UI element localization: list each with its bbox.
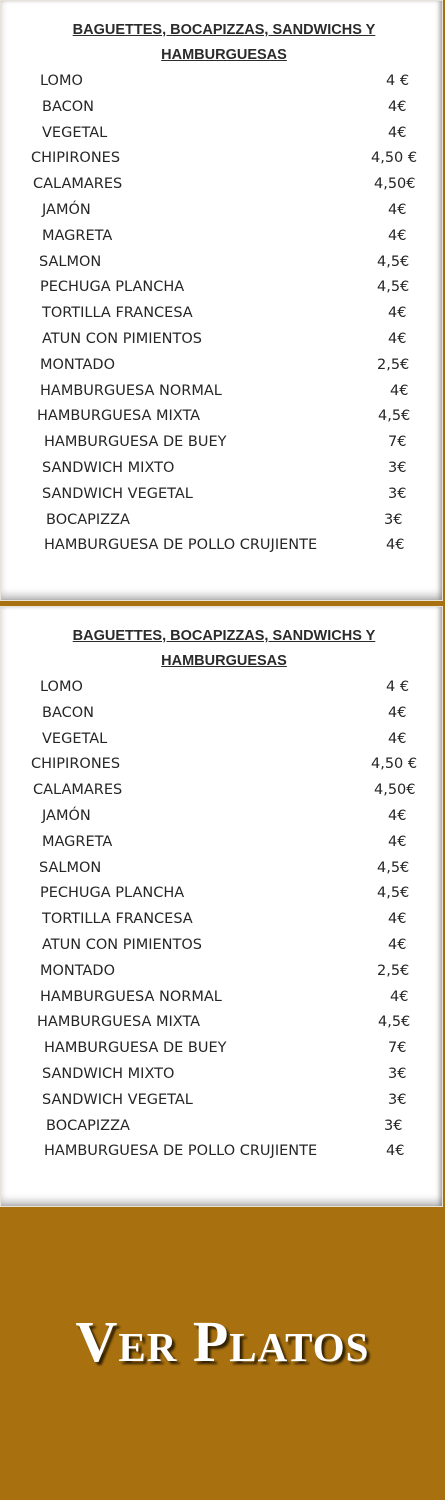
menu-title bbox=[40, 624, 408, 674]
menu-item-name: VEGETAL bbox=[42, 124, 108, 141]
menu-item-name: HAMBURGUESA MIXTA bbox=[37, 408, 201, 425]
menu-item-price: 4,5€ bbox=[377, 253, 410, 270]
menu-item bbox=[0, 431, 443, 453]
menu-card-top bbox=[0, 0, 443, 601]
menu-item-name: PECHUGA PLANCHA bbox=[40, 885, 185, 902]
menu-item-name: SANDWICH VEGETAL bbox=[42, 1091, 193, 1108]
menu-item-name: HAMBURGUESA NORMAL bbox=[40, 382, 222, 399]
menu-item bbox=[0, 805, 443, 827]
menu-item-price: 4,5€ bbox=[377, 279, 410, 296]
menu-item-name: JAMÓN bbox=[42, 808, 91, 824]
menu-item-name: MONTADO bbox=[40, 962, 115, 979]
menu-item-price: 3€ bbox=[384, 1117, 403, 1134]
menu-item-price: 2,5€ bbox=[377, 962, 410, 979]
menu-item-price: 4€ bbox=[388, 305, 407, 322]
menu-title-line1: BAGUETTES, BOCAPIZZAS, SANDWICHS Y bbox=[72, 22, 376, 38]
menu-item-name: BOCAPIZZA bbox=[46, 511, 130, 528]
menu-item-price: 4,5€ bbox=[377, 885, 410, 902]
menu-item bbox=[0, 251, 443, 273]
menu-item-price: 4,50 € bbox=[371, 150, 418, 167]
menu-item bbox=[0, 302, 443, 324]
menu-item bbox=[0, 199, 443, 221]
menu-item bbox=[0, 276, 443, 298]
menu-item bbox=[0, 779, 443, 801]
menu-item-price: 4€ bbox=[388, 227, 407, 244]
menu-item-price: 7€ bbox=[388, 434, 407, 451]
menu-item-name: HAMBURGUESA DE POLLO CRUJIENTE bbox=[44, 1143, 318, 1160]
menu-item-price: 3€ bbox=[388, 460, 407, 476]
menu-title bbox=[40, 18, 408, 68]
menu-item-price: 2,5€ bbox=[377, 356, 410, 373]
menu-item-name: TORTILLA FRANCESA bbox=[42, 911, 193, 928]
menu-item-price: 4€ bbox=[386, 1143, 405, 1160]
menu-item-name: BACON bbox=[42, 704, 94, 721]
menu-item bbox=[0, 354, 443, 376]
menu-item-name: SANDWICH MIXTO bbox=[42, 1066, 175, 1082]
menu-item-price: 4€ bbox=[388, 331, 407, 347]
menu-item-price: 3€ bbox=[388, 485, 407, 502]
menu-item-price: 4,5€ bbox=[377, 859, 410, 876]
menu-item bbox=[0, 908, 443, 930]
menu-item bbox=[0, 483, 443, 505]
menu-item-price: 3€ bbox=[384, 511, 403, 528]
menu-item bbox=[0, 1140, 443, 1162]
menu-item-price: 4€ bbox=[388, 937, 407, 953]
menu-item-name: MONTADO bbox=[40, 356, 115, 373]
menu-item-price: 4,50 € bbox=[371, 756, 418, 773]
menu-item-price: 4€ bbox=[388, 911, 407, 928]
menu-item-price: 4,50€ bbox=[374, 782, 416, 799]
menu-item-price: 4,5€ bbox=[378, 1014, 411, 1031]
menu-item-price: 3€ bbox=[388, 1066, 407, 1082]
menu-item bbox=[0, 405, 443, 427]
menu-item-name: ATUN CON PIMIENTOS bbox=[42, 937, 203, 953]
menu-item-name: ATUN CON PIMIENTOS bbox=[42, 331, 203, 347]
menu-item bbox=[0, 457, 443, 479]
menu-item-name: HAMBURGUESA DE BUEY bbox=[44, 434, 227, 451]
menu-item-name: TORTILLA FRANCESA bbox=[42, 305, 193, 322]
menu-item-name: SANDWICH MIXTO bbox=[42, 460, 175, 476]
menu-item-name: HAMBURGUESA NORMAL bbox=[40, 988, 222, 1005]
menu-item bbox=[0, 147, 443, 169]
menu-item-name: CALAMARES bbox=[33, 176, 123, 193]
menu-item bbox=[0, 676, 443, 698]
menu-item-name: LOMO bbox=[40, 73, 83, 89]
menu-item-name: HAMBURGUESA MIXTA bbox=[37, 1014, 201, 1031]
menu-item bbox=[0, 986, 443, 1008]
menu-item bbox=[0, 934, 443, 956]
menu-item-name: CHIPIRONES bbox=[31, 150, 121, 167]
menu-item-name: BOCAPIZZA bbox=[46, 1117, 130, 1134]
menu-item-price: 4€ bbox=[388, 730, 407, 747]
menu-item-name: HAMBURGUESA DE POLLO CRUJIENTE bbox=[44, 537, 318, 554]
menu-item-price: 4€ bbox=[388, 808, 407, 824]
menu-item-price: 4€ bbox=[388, 98, 407, 115]
menu-item-name: MAGRETA bbox=[42, 833, 113, 850]
menu-item-price: 3€ bbox=[388, 1091, 407, 1108]
menu-item bbox=[0, 753, 443, 775]
menu-item-name: JAMÓN bbox=[42, 202, 91, 218]
menu-item-name: CALAMARES bbox=[33, 782, 123, 799]
menu-item-name: CHIPIRONES bbox=[31, 756, 121, 773]
menu-item-price: 4,5€ bbox=[378, 408, 411, 425]
menu-item bbox=[0, 225, 443, 247]
menu-item bbox=[0, 831, 443, 853]
menu-item-price: 4€ bbox=[388, 833, 407, 850]
menu-item-name: PECHUGA PLANCHA bbox=[40, 279, 185, 296]
menu-item bbox=[0, 702, 443, 724]
menu-item-name: SANDWICH VEGETAL bbox=[42, 485, 193, 502]
menu-item-name: MAGRETA bbox=[42, 227, 113, 244]
menu-item-name: HAMBURGUESA DE BUEY bbox=[44, 1040, 227, 1057]
menu-item-name: BACON bbox=[42, 98, 94, 115]
menu-card-bottom bbox=[0, 606, 443, 1207]
menu-item bbox=[0, 1115, 443, 1137]
menu-item-price: 4€ bbox=[386, 537, 405, 554]
menu-item bbox=[0, 122, 443, 144]
menu-item-name: SALMON bbox=[39, 859, 102, 876]
menu-item bbox=[0, 534, 443, 556]
menu-item-name: VEGETAL bbox=[42, 730, 108, 747]
menu-item-name: SALMON bbox=[39, 253, 102, 270]
menu-item-price: 4€ bbox=[388, 704, 407, 721]
menu-item bbox=[0, 857, 443, 879]
menu-item-price: 4€ bbox=[388, 124, 407, 141]
ver-platos-button[interactable]: Ver Platos bbox=[75, 1309, 370, 1374]
menu-item bbox=[0, 1037, 443, 1059]
menu-title-line1: BAGUETTES, BOCAPIZZAS, SANDWICHS Y bbox=[72, 628, 376, 644]
menu-item bbox=[0, 70, 443, 92]
menu-item bbox=[0, 380, 443, 402]
menu-item-price: 4 € bbox=[386, 73, 410, 89]
menu-item bbox=[0, 1011, 443, 1033]
menu-item bbox=[0, 882, 443, 904]
menu-item bbox=[0, 728, 443, 750]
menu-item bbox=[0, 960, 443, 982]
menu-item bbox=[0, 328, 443, 350]
menu-item-price: 4€ bbox=[390, 988, 409, 1005]
menu-title-line2: HAMBURGUESAS bbox=[161, 47, 287, 63]
cta-section bbox=[0, 1212, 445, 1500]
menu-item-price: 4 € bbox=[386, 679, 410, 695]
menu-title-line2: HAMBURGUESAS bbox=[161, 653, 287, 669]
menu-item-price: 4€ bbox=[388, 202, 407, 218]
menu-item bbox=[0, 509, 443, 531]
menu-item bbox=[0, 173, 443, 195]
menu-item-name: LOMO bbox=[40, 679, 83, 695]
menu-item bbox=[0, 96, 443, 118]
menu-item bbox=[0, 1063, 443, 1085]
menu-item-price: 7€ bbox=[388, 1040, 407, 1057]
menu-item bbox=[0, 1089, 443, 1111]
menu-item-price: 4,50€ bbox=[374, 176, 416, 193]
menu-item-price: 4€ bbox=[390, 382, 409, 399]
